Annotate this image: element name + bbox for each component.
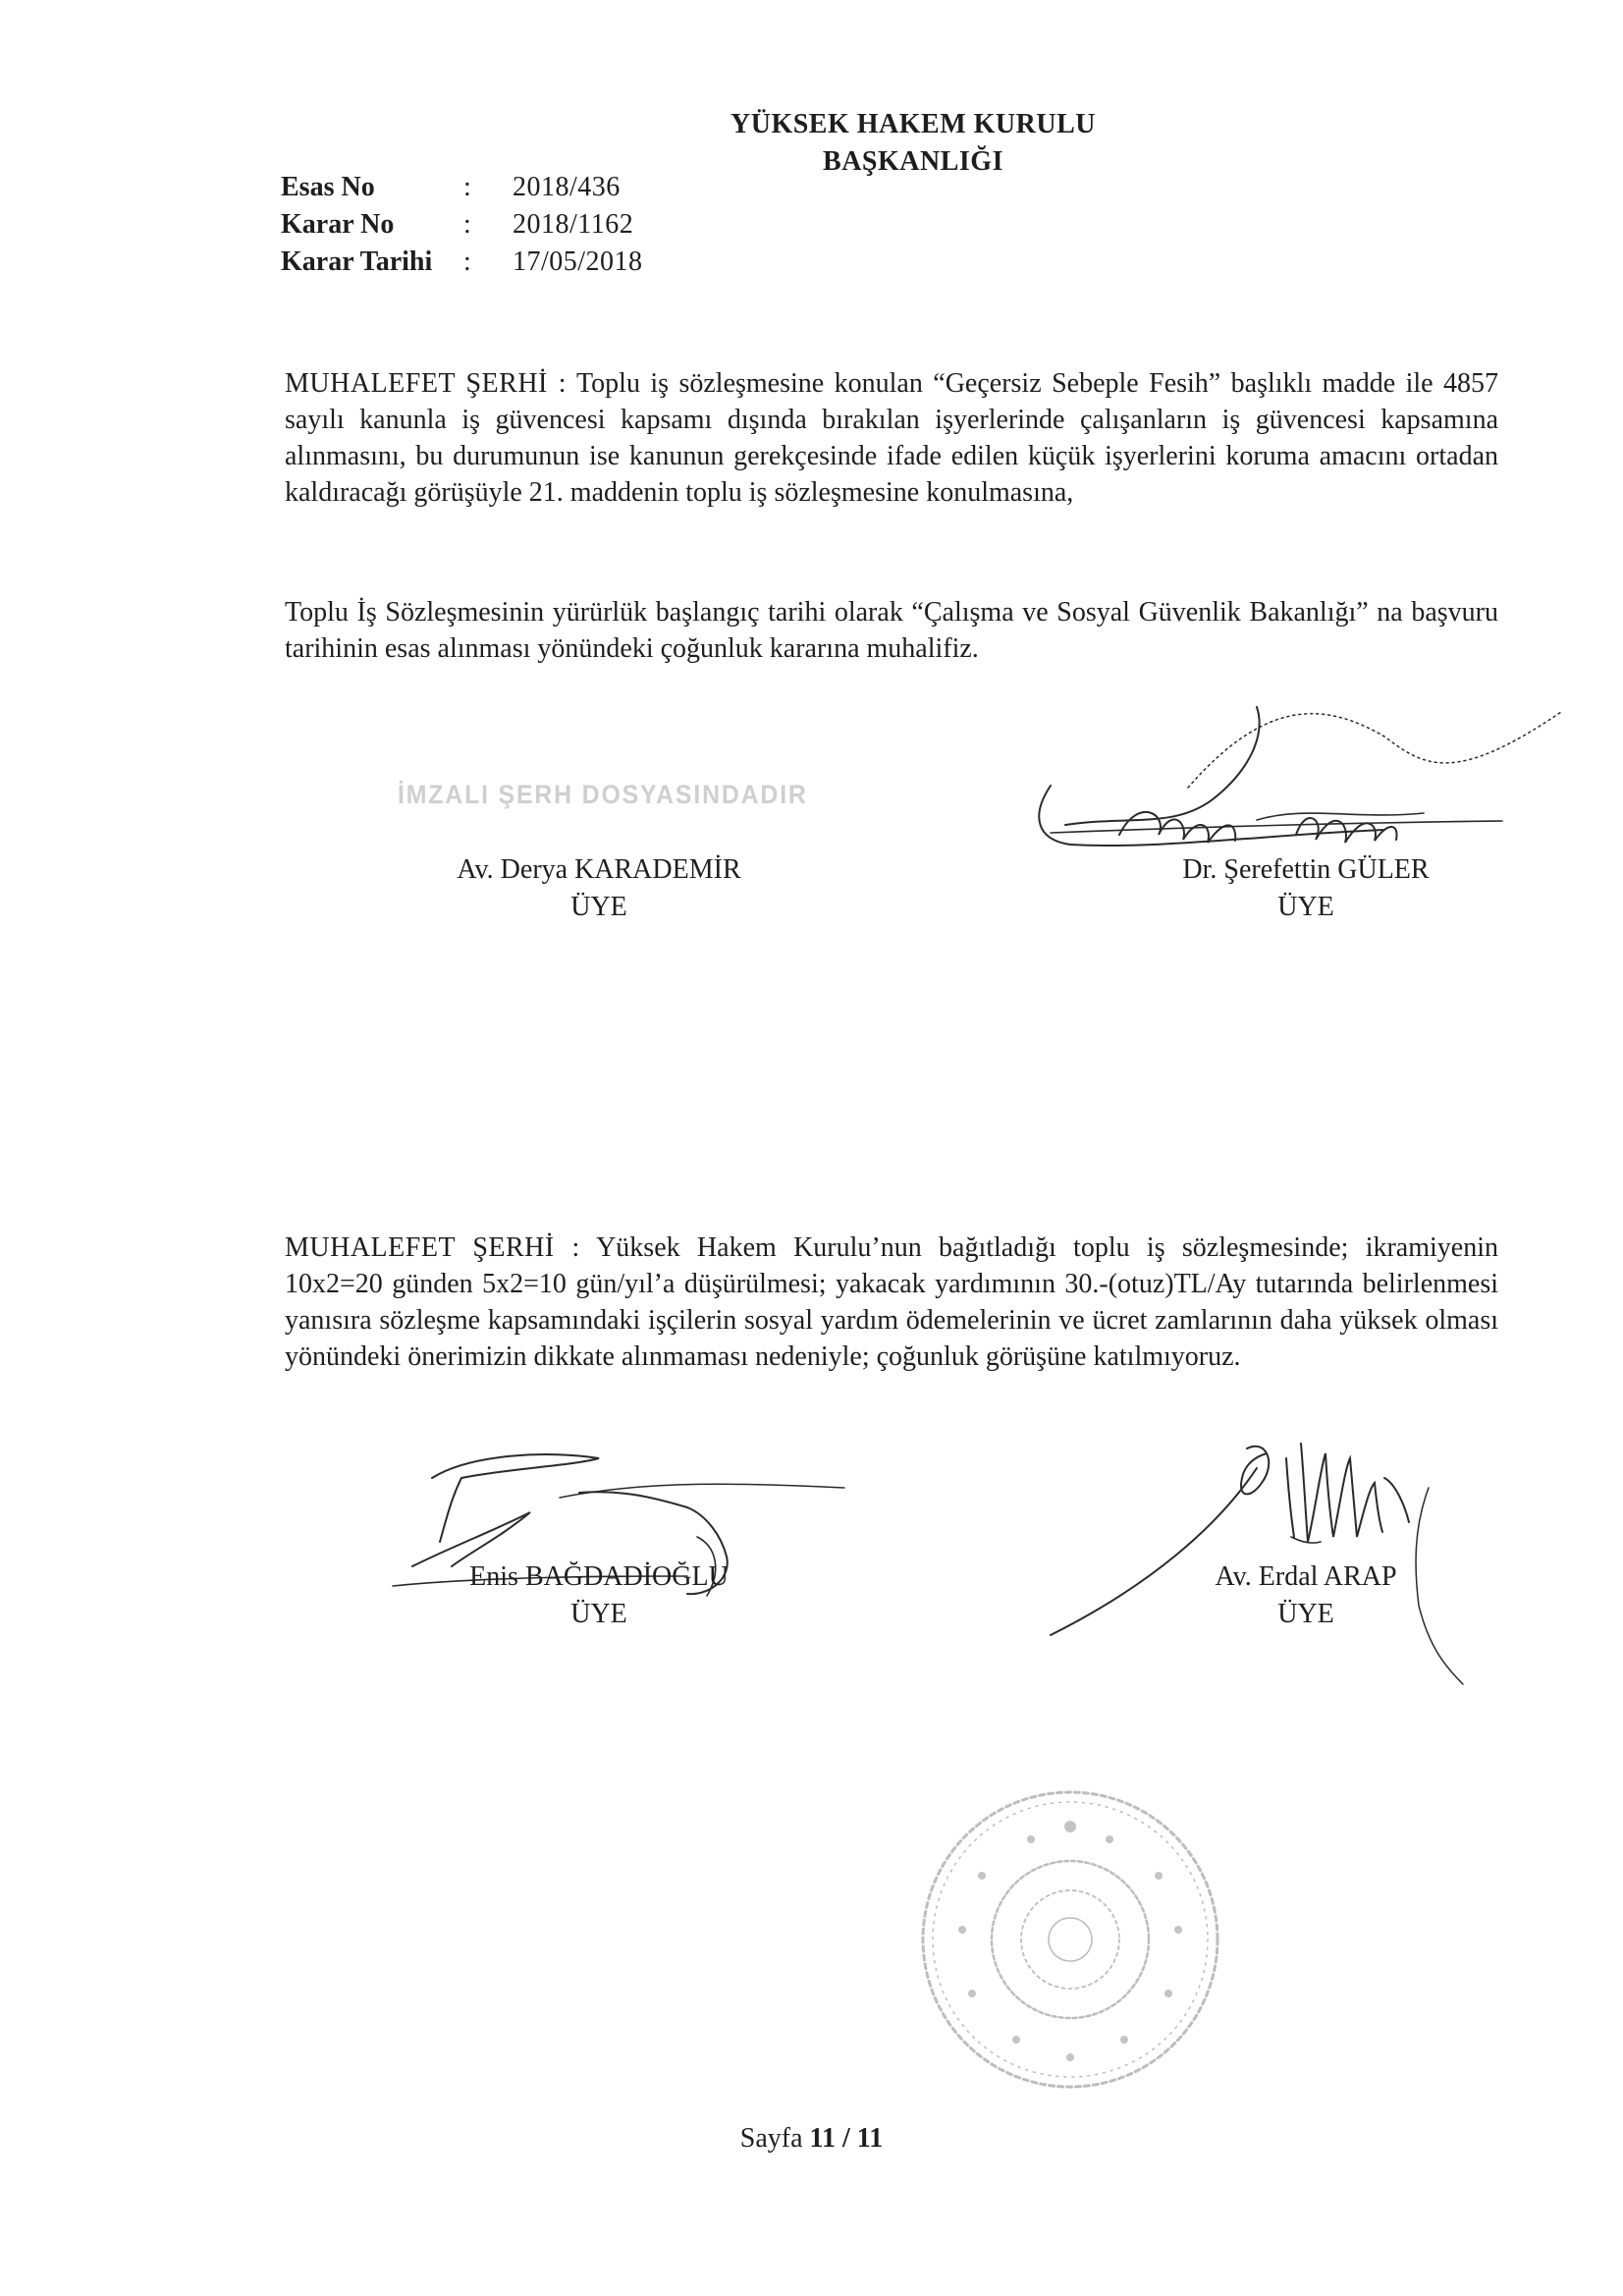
official-seal-icon — [913, 1782, 1227, 2097]
dissent-text: Toplu İş Sözleşmesinin yürürlük başlangıç tarihi olarak “Çalışma ve Sosyal Güvenlik Bakanlığı” na başvuru tarihinin esas alınması yönündeki çoğunluk kararına muhalifiz. — [285, 597, 1498, 664]
dissent-paragraph-3 — [285, 1230, 1498, 1375]
meta-separator: : — [463, 209, 471, 240]
signatory-role: ÜYE — [570, 892, 627, 922]
meta-row-karar — [281, 206, 643, 244]
signatory-name: Dr. Şerefettin GÜLER — [1182, 854, 1430, 885]
page-number: 11 / 11 — [809, 2123, 884, 2154]
meta-value: 2018/1162 — [513, 209, 634, 240]
signatory-role: ÜYE — [570, 1599, 627, 1629]
dissent-text: Yüksek Hakem Kurulu’nun bağıtladığı toplu iş sözleşmesinde; ikramiyenin 10x2=20 günden 5x2=10 gün/yıl’a düşürülmesi; yakacak yardımının 30.-(otuz)TL/Ay tutarında belirlenmesi yanısıra sözleşme kapsamındaki işçilerin sosyal yardım ödemelerinin ve ücret zamlarının daha yüksek olması yönündeki önerimizin dikkate alınmaması nedeniyle; çoğunluk görüşüne katılmıyoruz. — [285, 1232, 1498, 1372]
meta-value: 17/05/2018 — [513, 246, 643, 277]
institution-header — [530, 106, 1296, 181]
meta-value: 2018/436 — [513, 172, 621, 202]
dissent-text: Toplu iş sözleşmesine konulan “Geçersiz Sebeple Fesih” başlıklı madde ile 4857 sayılı kanunla iş güvencesi kapsamı dışında bırakılan işyerlerinde çalışanların iş güvencesi kapsamına alınmasını, bu durumunun ise kanunun gerekçesinde ifade edilen küçük işyerlerini koruma amacını ortadan kaldıracağı görüşüyle 21. maddenin toplu iş sözleşmesine konulmasına, — [285, 368, 1499, 508]
meta-separator: : — [463, 172, 471, 202]
signatory-role: ÜYE — [1277, 892, 1334, 922]
signed-dissent-stamp: İMZALI ŞERH DOSYASINDADIR — [398, 780, 808, 809]
dissent-lead: MUHALEFET ŞERHİ : — [285, 368, 568, 399]
signatory-name: Av. Derya KARADEMİR — [457, 854, 741, 885]
signatory-role: ÜYE — [1277, 1599, 1334, 1629]
meta-row-esas — [281, 169, 643, 206]
case-metadata — [281, 169, 643, 281]
signatory-name: Av. Erdal ARAP — [1215, 1561, 1397, 1592]
signatory-karademir — [403, 851, 795, 926]
signatory-name: Enis BAĞDADİOĞLU — [469, 1561, 729, 1592]
signatory-bagdadioglu — [403, 1558, 795, 1633]
institution-office: BAŞKANLIĞI — [823, 146, 1003, 177]
meta-label: Karar Tarihi — [281, 246, 433, 277]
meta-separator: : — [463, 246, 471, 277]
signatory-arap — [1109, 1558, 1502, 1633]
signature-arap — [1041, 1409, 1473, 1704]
meta-label: Esas No — [281, 172, 375, 202]
institution-name: YÜKSEK HAKEM KURULU — [730, 109, 1096, 139]
signature-guler — [1011, 678, 1561, 874]
dissent-lead: MUHALEFET ŞERHİ : — [285, 1232, 580, 1263]
meta-label: Karar No — [281, 209, 395, 240]
signatory-guler — [1109, 851, 1502, 926]
meta-row-karar-tarihi — [281, 244, 643, 281]
footer-prefix: Sayfa — [739, 2123, 803, 2154]
page-footer — [0, 2123, 1623, 2155]
dissent-paragraph-1 — [285, 365, 1498, 511]
dissent-paragraph-2 — [285, 594, 1498, 667]
